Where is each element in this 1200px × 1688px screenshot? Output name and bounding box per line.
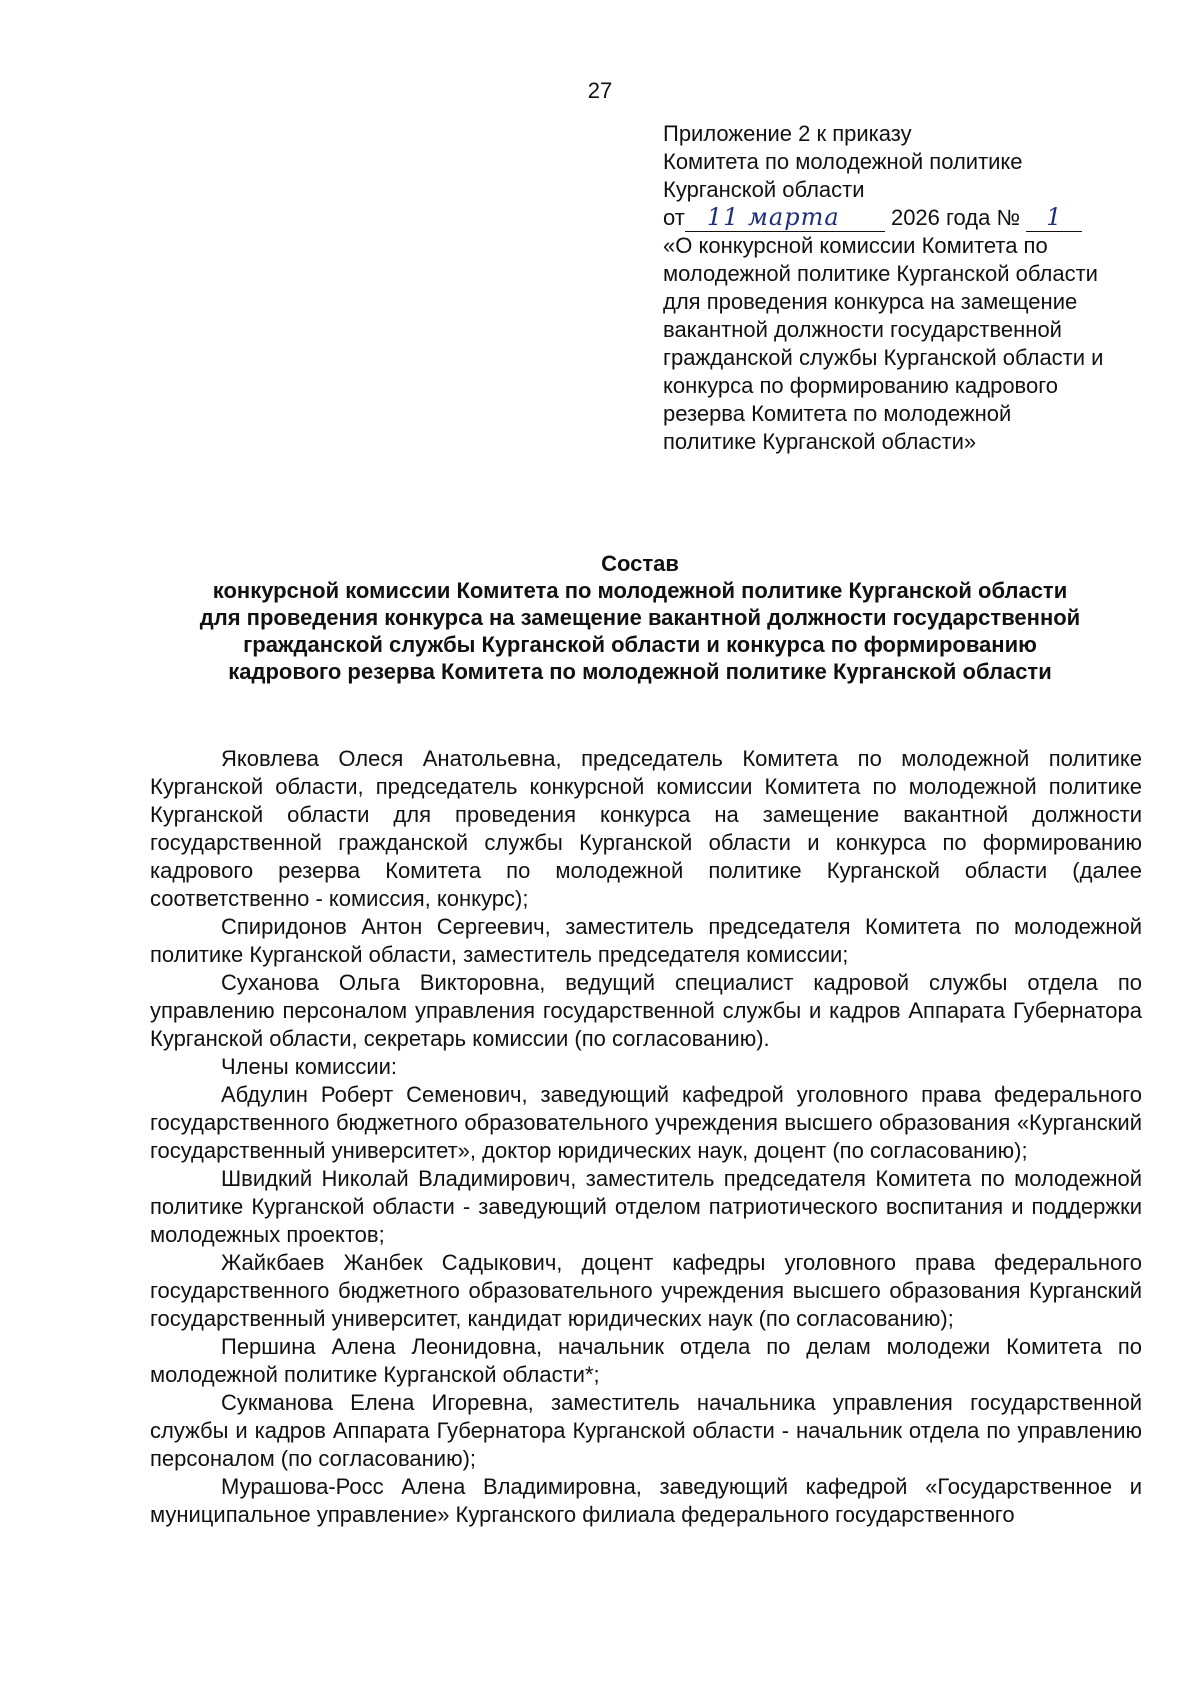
order-title-line: для проведения конкурса на замещение [663,289,1078,314]
handwritten-number: 1 [1046,203,1063,231]
heading-line: конкурсной комиссии Комитета по молодежной политике Курганской области [212,578,1068,603]
date-blank [685,203,885,232]
member-paragraph: Швидкий Николай Владимирович, заместитель председателя Комитета по молодежной политике Курганской области - заведующий отделом патриотического воспитания и поддержки молодежных проектов; [150,1166,1142,1247]
document-body [150,745,1142,1529]
member-paragraph: Жайкбаев Жанбек Садыкович, доцент кафедры уголовного права федерального государственного бюджетного образовательного учреждения высшего образования Курганский государственный университет, кандидат юридических наук (по согласованию); [150,1250,1142,1331]
appendix-line: Комитета по молодежной политике [663,149,1023,174]
members-label: Члены комиссии: [221,1054,398,1079]
appendix-line: Приложение 2 к приказу [663,121,912,146]
order-title-line: вакантной должности государственной [663,317,1062,342]
order-title-line: молодежной политике Курганской области [663,261,1098,286]
heading-line: для проведения конкурса на замещение вакантной должности государственной [199,605,1081,630]
appendix-line: Курганской области [663,177,865,202]
member-paragraph: Яковлева Олеся Анатольевна, председатель Комитета по молодежной политике Курганской области, председатель конкурсной комиссии Комитета по молодежной политике Курганской области для проведения конкурса на замещение вакантной должности государственной гражданской службы Курганской области и конкурса по формированию кадрового резерва Комитета по молодежной политике Курганской области (далее соответственно - комиссия, конкурс); [150,746,1142,911]
page-number: 27 [587,78,613,103]
member-paragraph: Сукманова Елена Игоревна, заместитель начальника управления государственной службы и кадров Аппарата Губернатора Курганской области - начальник отдела по управлению персоналом (по согласованию); [150,1390,1142,1471]
order-date-line [663,204,1173,232]
appendix-block [663,120,1173,456]
order-title-line: «О конкурсной комиссии Комитета по [663,233,1048,258]
handwritten-date: 11 марта [706,203,840,231]
heading-line: гражданской службы Курганской области и конкурса по формированию [243,632,1037,657]
number-blank [1026,203,1082,232]
member-paragraph: Абдулин Роберт Семенович, заведующий кафедрой уголовного права федерального государственного бюджетного образовательного учреждения высшего образования «Курганский государственный университет», доктор юридических наук, доцент (по согласованию); [150,1082,1142,1163]
document-heading [140,550,1140,685]
member-paragraph: Суханова Ольга Викторовна, ведущий специалист кадровой службы отдела по управлению персоналом управления государственной службы и кадров Аппарата Губернатора Курганской области, секретарь комиссии (по согласованию). [150,970,1142,1051]
heading-line: кадрового резерва Комитета по молодежной политике Курганской области [228,659,1052,684]
date-year: 2026 года № [890,205,1021,230]
order-title-line: гражданской службы Курганской области и [663,345,1104,370]
heading-title: Состав [601,551,679,576]
member-paragraph: Першина Алена Леонидовна, начальник отдела по делам молодежи Комитета по молодежной политике Курганской области*; [150,1334,1142,1387]
member-paragraph: Спиридонов Антон Сергеевич, заместитель председателя Комитета по молодежной политике Курганской области, заместитель председателя комиссии; [150,914,1142,967]
order-title-line: резерва Комитета по молодежной [663,401,1012,426]
date-prefix: от [663,205,685,230]
order-title-line: политике Курганской области» [663,429,977,454]
member-paragraph: Мурашова-Росс Алена Владимировна, заведующий кафедрой «Государственное и муниципальное управление» Курганского филиала федерального государственного [150,1474,1142,1527]
order-title-line: конкурса по формированию кадрового [663,373,1059,398]
